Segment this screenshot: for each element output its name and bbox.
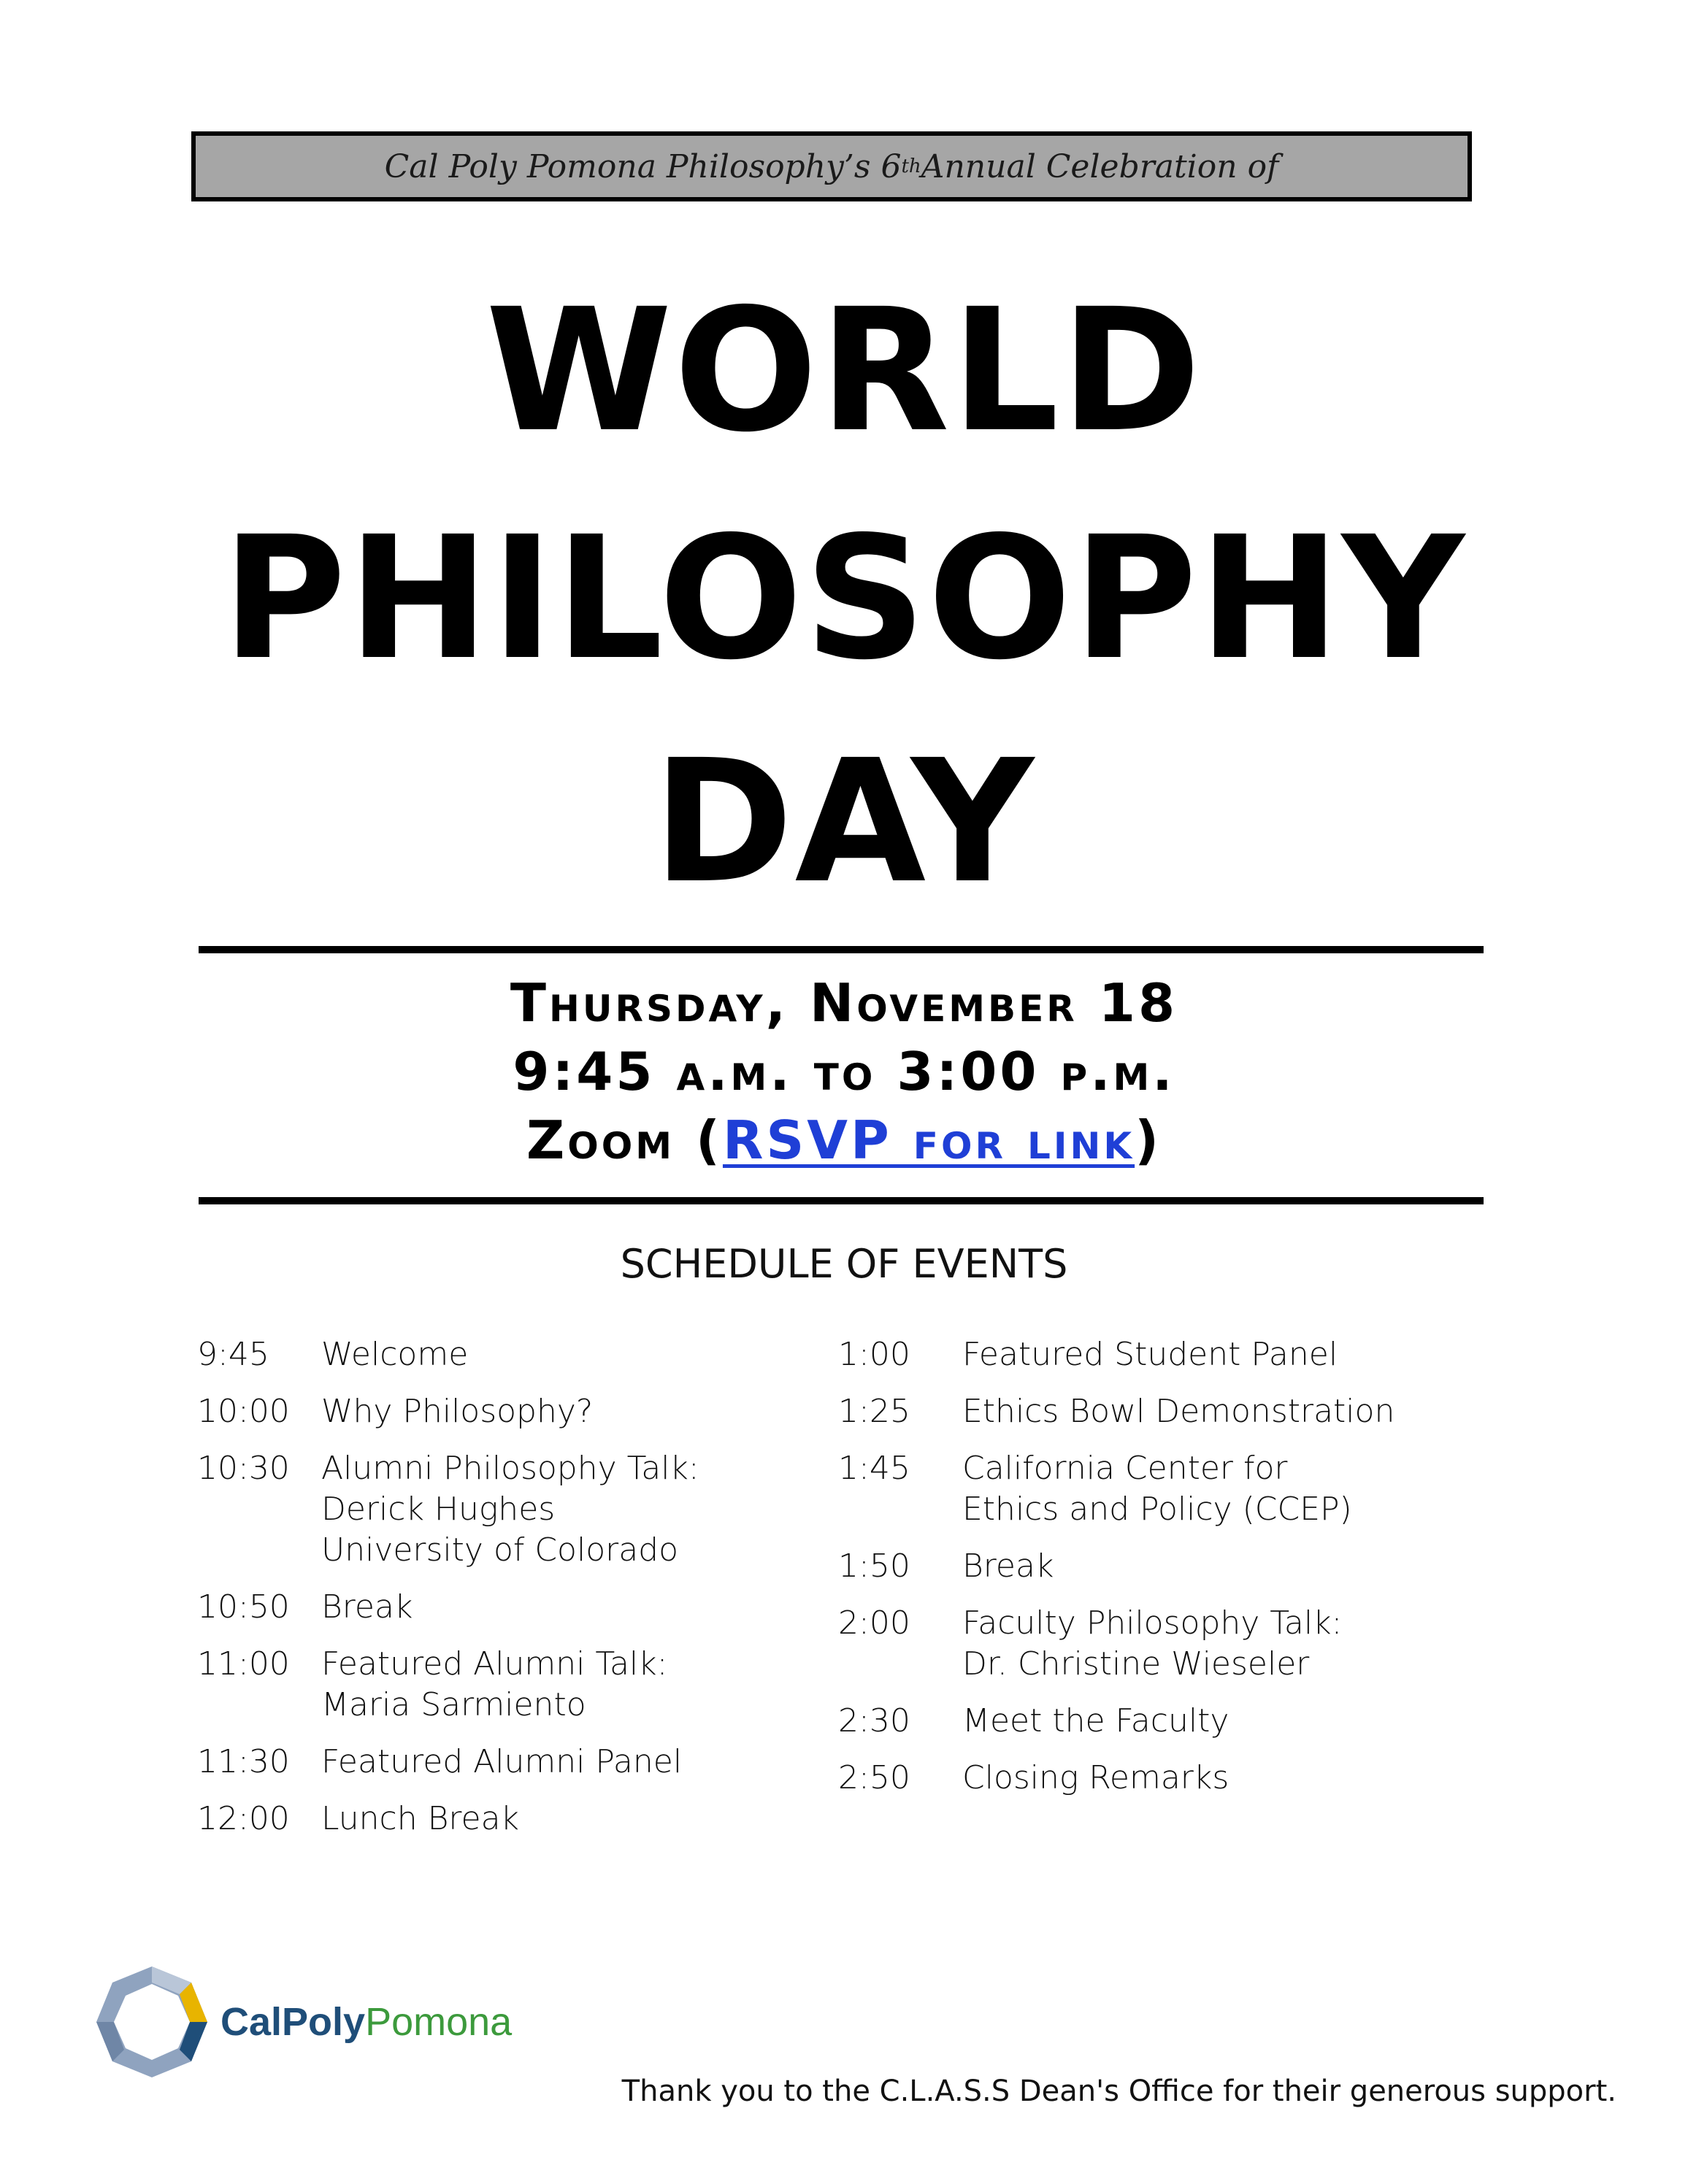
schedule-time: 10:30 (197, 1450, 290, 1487)
schedule-description: Ethics Bowl Demonstration (962, 1393, 1395, 1430)
logo-text-pomona: Pomona (365, 2000, 513, 2044)
schedule-row (197, 1334, 854, 1375)
schedule-row (197, 1742, 854, 1783)
schedule-row (838, 1701, 1495, 1742)
rsvp-link[interactable]: RSVP for link (722, 1110, 1135, 1171)
divider-top (199, 946, 1484, 953)
event-location (0, 1110, 1688, 1171)
divider-bottom (199, 1197, 1484, 1204)
logo-wordmark (220, 1999, 512, 2045)
schedule-time: 10:00 (197, 1393, 290, 1430)
schedule-description: Closing Remarks (962, 1759, 1229, 1796)
schedule-left-column (197, 1334, 854, 1856)
schedule-time: 11:30 (197, 1743, 290, 1780)
schedule-time: 9:45 (197, 1336, 269, 1373)
schedule-heading: SCHEDULE OF EVENTS (620, 1241, 1068, 1287)
schedule-row (197, 1799, 854, 1839)
schedule-row (838, 1758, 1495, 1799)
event-date: Thursday, November 18 (510, 972, 1178, 1034)
schedule-time: 2:50 (838, 1759, 910, 1796)
banner-text-after: Annual Celebration of (921, 147, 1279, 185)
schedule-time: 11:00 (197, 1645, 290, 1683)
schedule-time: 1:45 (838, 1450, 910, 1487)
title-line-3: DAY (653, 723, 1035, 920)
title-line-2: PHILOSOPHY (222, 500, 1466, 697)
schedule-row (197, 1587, 854, 1628)
schedule-right-column (838, 1334, 1495, 1815)
schedule-row (838, 1448, 1495, 1530)
schedule-description: Break (962, 1547, 1054, 1585)
schedule-description: Alumni Philosophy Talk: Derick Hughes University of Colorado (321, 1450, 699, 1569)
schedule-row (197, 1644, 854, 1726)
schedule-time: 1:50 (838, 1547, 910, 1585)
schedule-row (197, 1391, 854, 1432)
schedule-description: California Center for Ethics and Policy (CCEP) (962, 1450, 1352, 1528)
schedule-time: 10:50 (197, 1588, 290, 1626)
schedule-description: Featured Student Panel (962, 1336, 1338, 1373)
schedule-description: Featured Alumni Talk: Maria Sarmiento (321, 1645, 668, 1723)
cal-poly-pomona-logo (92, 1962, 512, 2082)
schedule-row (838, 1546, 1495, 1587)
event-time: 9:45 a.m. to 3:00 p.m. (513, 1041, 1175, 1102)
schedule-row (197, 1448, 854, 1571)
schedule-description: Meet the Faculty (962, 1702, 1229, 1739)
footer-thanks: Thank you to the C.L.A.S.S Dean's Office for their generous support. (621, 2075, 1616, 2108)
header-banner: Cal Poly Pomona Philosophy’s 6 th Annual Celebration of (191, 131, 1472, 201)
schedule-description: Featured Alumni Panel (321, 1743, 683, 1780)
schedule-row (838, 1391, 1495, 1432)
schedule-description: Faculty Philosophy Talk: Dr. Christine Wieseler (962, 1604, 1343, 1683)
logo-text-calpoly: CalPoly (220, 2000, 366, 2044)
schedule-description: Lunch Break (321, 1800, 520, 1837)
schedule-description: Why Philosophy? (321, 1393, 594, 1430)
schedule-description: Break (321, 1588, 413, 1626)
schedule-time: 2:30 (838, 1702, 910, 1739)
schedule-description: Welcome (321, 1336, 469, 1373)
schedule-time: 1:00 (838, 1336, 910, 1373)
schedule-row (838, 1334, 1495, 1375)
schedule-time: 2:00 (838, 1604, 910, 1642)
octagon-logo-icon (92, 1962, 212, 2082)
title-line-1: WORLD (485, 272, 1203, 469)
location-suffix: ) (1135, 1110, 1162, 1171)
location-prefix: Zoom ( (526, 1110, 723, 1171)
schedule-time: 12:00 (197, 1800, 290, 1837)
banner-text-before: Cal Poly Pomona Philosophy’s 6 (384, 147, 902, 185)
schedule-row (838, 1603, 1495, 1685)
schedule-time: 1:25 (838, 1393, 910, 1430)
